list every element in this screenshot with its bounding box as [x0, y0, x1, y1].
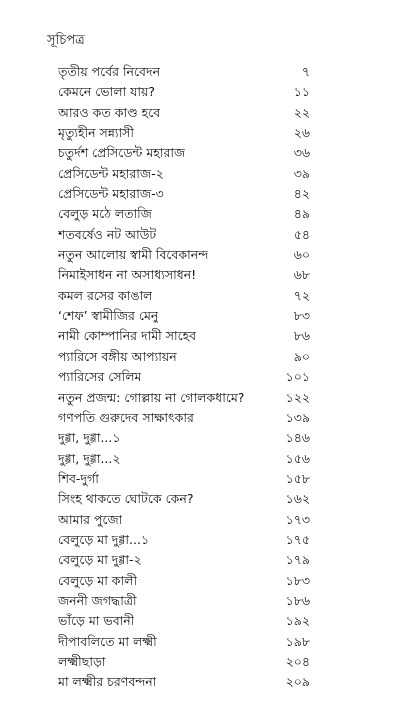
toc-entry-title: নিমাইসাধন না অসাধ্যসাধন! — [58, 267, 197, 283]
toc-entry-title: লক্ষ্মীছাড়া — [58, 653, 106, 669]
toc-entry-page-number: ৯০ — [293, 348, 310, 364]
toc-entry — [58, 469, 310, 489]
toc-entry-page-number: ৫৪ — [293, 226, 310, 242]
toc-entry-title: জননী জগদ্ধাত্রী — [58, 592, 137, 608]
toc-entry-title: নতুন আলোয় স্বামী বিবেকানন্দ — [58, 247, 209, 263]
toc-entry-title: নতুন প্রজন্ম: গোল্লায় না গোলকধামে? — [58, 389, 245, 405]
toc-entry-page-number: ১৮৩ — [285, 572, 310, 588]
toc-entry — [58, 388, 310, 408]
toc-entry-page-number: ১৩৯ — [285, 409, 310, 425]
toc-entry-page-number: ২২ — [293, 104, 310, 120]
toc-entry-title: কেমনে ভোলা যায়? — [58, 84, 155, 100]
toc-entry-page-number: ৮৩ — [293, 308, 310, 324]
toc-entry — [58, 408, 310, 428]
toc-entry — [58, 204, 310, 224]
toc-entry-page-number: ১৯৮ — [285, 633, 310, 649]
toc-entry-page-number: ২০৯ — [285, 674, 310, 690]
toc-entry — [58, 265, 310, 285]
toc-entry-page-number: ১১ — [293, 84, 310, 100]
toc-entry-title: দুগ্গা, দুগ্গা...২ — [58, 450, 121, 466]
toc-entry-title: বেলুড় মঠে লতাজি — [58, 206, 152, 222]
toc-entry-page-number: ৪৯ — [293, 206, 310, 222]
toc-entry — [58, 632, 310, 652]
toc-entry-page-number: ১৬২ — [285, 491, 310, 507]
toc-entry-page-number: ৬৮ — [293, 267, 310, 283]
toc-entry-title: মৃত্যুহীন সন্ন্যাসী — [58, 125, 134, 141]
toc-entry-title: মা লক্ষ্মীর চরণবন্দনা — [58, 674, 157, 690]
toc-entry-page-number: ১৪৬ — [285, 430, 310, 446]
toc-entry — [58, 591, 310, 611]
toc-entry-title: শিব-দুর্গা — [58, 470, 99, 486]
toc-entry-title: ‘শেফ’ স্বামীজির মেনু — [58, 308, 159, 324]
toc-entry — [58, 143, 310, 163]
toc-entry-page-number: ১৭৯ — [285, 552, 310, 568]
toc-entry — [58, 571, 310, 591]
toc-entry-page-number: ৭২ — [293, 287, 310, 303]
toc-entry-page-number: ৮৬ — [293, 328, 310, 344]
toc-entry-title: প্রেসিডেন্ট মহারাজ-৩ — [58, 186, 164, 202]
toc-entry-title: বেলুড়ে মা দুগ্গা...১ — [58, 531, 150, 547]
toc-entry-title: কমল রসের কাঙাল — [58, 287, 153, 303]
toc-entry — [58, 530, 310, 550]
toc-entry — [58, 286, 310, 306]
toc-entry — [58, 367, 310, 387]
toc-entry-page-number: ৩৬ — [293, 145, 310, 161]
toc-entry — [58, 489, 310, 509]
toc-entry-title: গণপতি গুরুদেব সাক্ষাৎকার — [58, 409, 194, 425]
toc-entry — [58, 449, 310, 469]
toc-entry-title: বেলুড়ে মা দুগ্গা-২ — [58, 552, 142, 568]
toc-entry — [58, 510, 310, 530]
toc-entry-page-number: ৬০ — [293, 247, 310, 263]
toc-entry — [58, 347, 310, 367]
toc-entry-title: বেলুড়ে মা কালী — [58, 572, 138, 588]
toc-entry — [58, 550, 310, 570]
toc-entry — [58, 652, 310, 672]
toc-entry-page-number: ২০৪ — [285, 653, 310, 669]
toc-entry-title: তৃতীয় পর্বের নিবেদন — [58, 64, 161, 79]
toc-entry-title: আরও কত কাণ্ড হবে — [58, 104, 161, 120]
toc-list — [58, 62, 310, 693]
toc-entry-page-number: ১৫৬ — [285, 450, 310, 466]
toc-entry-title: আমার পুজো — [58, 511, 123, 527]
toc-entry-title: চতুর্দশ প্রেসিডেন্ট মহারাজ — [58, 145, 186, 161]
toc-entry-page-number: ১৮৬ — [285, 592, 310, 608]
toc-entry-page-number: ৭ — [301, 64, 310, 79]
toc-entry — [58, 306, 310, 326]
toc-entry-title: দীপাবলিতে মা লক্ষ্মী — [58, 633, 157, 649]
toc-entry-title: প্যারিসের সেলিম — [58, 369, 142, 385]
toc-entry-title: ভাঁড়ে মা ভবানী — [58, 613, 135, 629]
toc-entry — [58, 82, 310, 102]
toc-entry-page-number: ১৭৩ — [285, 511, 310, 527]
toc-entry-page-number: ১২২ — [285, 389, 310, 405]
toc-entry-title: প্রেসিডেন্ট মহারাজ-২ — [58, 165, 164, 181]
toc-entry-title: নামী কোম্পানির দামী সাহেব — [58, 328, 197, 344]
toc-entry — [58, 184, 310, 204]
toc-entry-page-number: ১০১ — [285, 369, 310, 385]
toc-entry — [58, 326, 310, 346]
toc-entry-page-number: ১৯২ — [285, 613, 310, 629]
toc-entry — [58, 428, 310, 448]
toc-entry — [58, 62, 310, 82]
page-title: সূচিপত্র — [47, 33, 85, 48]
toc-entry — [58, 245, 310, 265]
toc-entry — [58, 225, 310, 245]
toc-entry-title: শতবর্ষেও নট আউট — [58, 226, 157, 242]
toc-entry-page-number: ১৫৮ — [285, 470, 310, 486]
toc-entry-page-number: ৪২ — [293, 186, 310, 202]
toc-entry-title: দুগ্গা, দুগ্গা...১ — [58, 430, 121, 446]
toc-entry-title: প্যারিসে বঙ্গীয় আপ্যায়ন — [58, 348, 177, 364]
toc-entry — [58, 672, 310, 692]
toc-entry — [58, 103, 310, 123]
toc-entry-page-number: ২৬ — [293, 125, 310, 141]
toc-entry — [58, 164, 310, 184]
toc-entry-title: সিংহ থাকতে ঘোটকে কেন? — [58, 491, 194, 507]
toc-entry-page-number: ৩৯ — [293, 165, 310, 181]
toc-entry — [58, 123, 310, 143]
toc-entry-page-number: ১৭৫ — [285, 531, 310, 547]
toc-entry — [58, 611, 310, 631]
